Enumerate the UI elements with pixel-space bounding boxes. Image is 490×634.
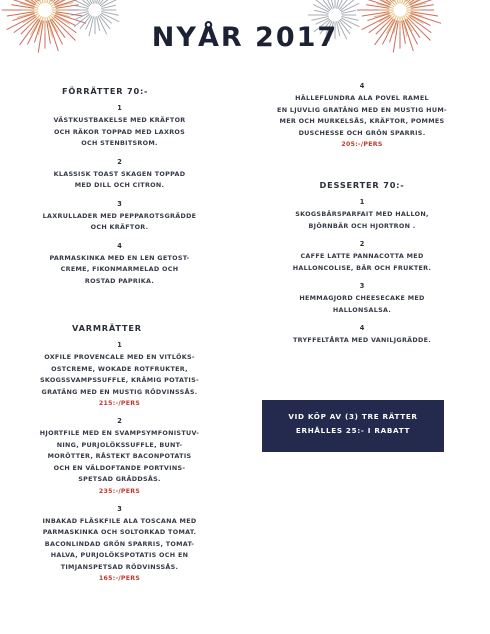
discount-banner [262,400,444,452]
item-number: 4 [359,82,365,90]
starter-item [12,242,227,288]
item-description-line: KLASSISK TOAST SKAGEN TOPPAD [53,169,186,178]
item-price: 235:-/PERS [98,487,141,495]
dessert-item [247,324,477,347]
item-description-line: HALLONCOLISE, BÄR OCH FRUKTER. [292,263,432,272]
item-description-line: SKOGSSVAMPSSUFFLE, KRÄMIG POTATIS- [40,376,199,384]
starters-list [12,104,227,287]
item-description-line: VÄSTKUSTBAKELSE MED KRÄFTOR [53,116,186,124]
discount-line-1: VID KÖP AV (3) TRE RÄTTER [288,412,418,421]
item-price: 205:-/PERS [341,141,383,148]
item-number: 2 [117,157,122,166]
mains-heading: VARMRÄTTER [72,323,142,333]
main-course-item-4 [247,82,477,150]
item-number: 1 [117,341,122,349]
item-description-line: DUSCHESSE OCH GRÖN SPARRIS. [298,128,426,137]
desserts-list [247,198,477,347]
item-description-line: GRATÄNG MED EN MUSTIG RÖDVINSSÅS. [41,387,198,396]
item-description-line: HALLONSALSA. [332,305,392,314]
discount-line-2: ERHÅLLES 25:- I RABATT [295,426,411,435]
starter-item [12,104,227,150]
main-course-item [12,505,227,585]
left-column [12,86,227,592]
item-description-line: PARMASKINKA MED EN LEN GETOST- [49,253,190,262]
item-description-line: NING, PURJOLÖKSSUFFLE, BUNT- [56,440,183,449]
starter-item [12,200,227,234]
item-description-line: OCH EN VÄLDOFTANDE PORTVINS- [53,463,186,472]
item-description-line: MED DILL OCH CITRON. [74,181,165,189]
starters-heading: FÖRRÄTTER 70:- [62,86,149,96]
dessert-item [247,240,477,274]
item-number: 2 [359,240,365,248]
item-description-line: MORÖTTER, RÅSTEKT BACONPOTATIS [47,452,192,460]
item-number: 2 [117,417,122,425]
right-column [247,82,477,355]
item-description-line: EN LJUVLIG GRATÄNG MED EN MUSTIG HUM- [277,105,447,114]
item-number: 3 [359,282,365,290]
dessert-item [247,198,477,232]
item-description-line: BACONLINDAD GRÖN SPARRIS, TOMAT- [44,539,195,548]
item-description-line: INBAKAD FLÄSKFILE ALA TOSCANA MED [42,516,197,525]
item-description-line: LAXRULLADER MED PEPPAROTSGRÄDDE [42,211,197,220]
item-number: 1 [117,104,122,112]
item-description-line: HEMMAGJORD CHEESECAKE MED [299,294,425,302]
mains-list [12,341,227,584]
item-description-line: HJORTFILE MED EN SVAMPSYMFONISTUV- [39,429,200,437]
item-price: 165:-/PERS [98,575,141,582]
item-description-line: ROSTAD PAPRIKA. [84,276,155,285]
item-number: 4 [359,324,365,332]
starter-item [12,158,227,192]
main-course-item [247,82,477,150]
item-description-line: SPETSAD GRÄDDSÅS. [78,475,161,483]
dessert-item [247,282,477,316]
item-description-line: OCH STENBITSROM. [81,139,158,147]
item-number: 3 [117,504,122,513]
main-course-item [12,417,227,497]
item-description-line: CREME, FIKONMARMELAD OCH [60,265,179,273]
item-description-line: HALVA, PURJOLÖKSPOTATIS OCH EN [50,551,189,559]
main-course-item [12,341,227,409]
item-description-line: TRYFFELTÅRTA MED VANILJGRÄDDE. [292,336,432,344]
item-description-line: OCH KRÄFTOR. [90,223,149,231]
item-number: 4 [117,241,122,250]
item-description-line: CAFFE LATTE PANNACOTTA MED [300,252,424,260]
desserts-heading: DESSERTER 70:- [319,180,405,190]
item-description-line: OCH RÄKOR TOPPAD MED LAXROS [53,127,186,136]
item-number: 1 [359,198,365,206]
item-description-line: MER OCH MURKELSÅS, KRÄFTOR, POMMES [279,117,445,125]
menu-title: NYÅR 2017 [151,22,339,53]
item-price: 215:-/PERS [98,400,141,407]
item-description-line: OSTCREME, WOKADE ROTFRUKTER, [51,364,188,373]
item-description-line: HÄLLEFLUNDRA ALA POVEL RAMEL [295,94,429,102]
item-description-line: PARMASKINKA OCH SOLTORKAD TOMAT. [42,528,197,536]
item-description-line: SKOGSBÄRSPARFAIT MED HALLON, [295,210,429,218]
item-description-line: BJÖRNBÄR OCH HJORTRON . [308,221,416,230]
item-description-line: TIMJANSPETSAD RÖDVINSSÅS. [60,562,179,571]
item-description-line: OXFILE PROVENCALE MED EN VITLÖKS- [44,353,195,361]
item-number: 3 [117,199,122,208]
